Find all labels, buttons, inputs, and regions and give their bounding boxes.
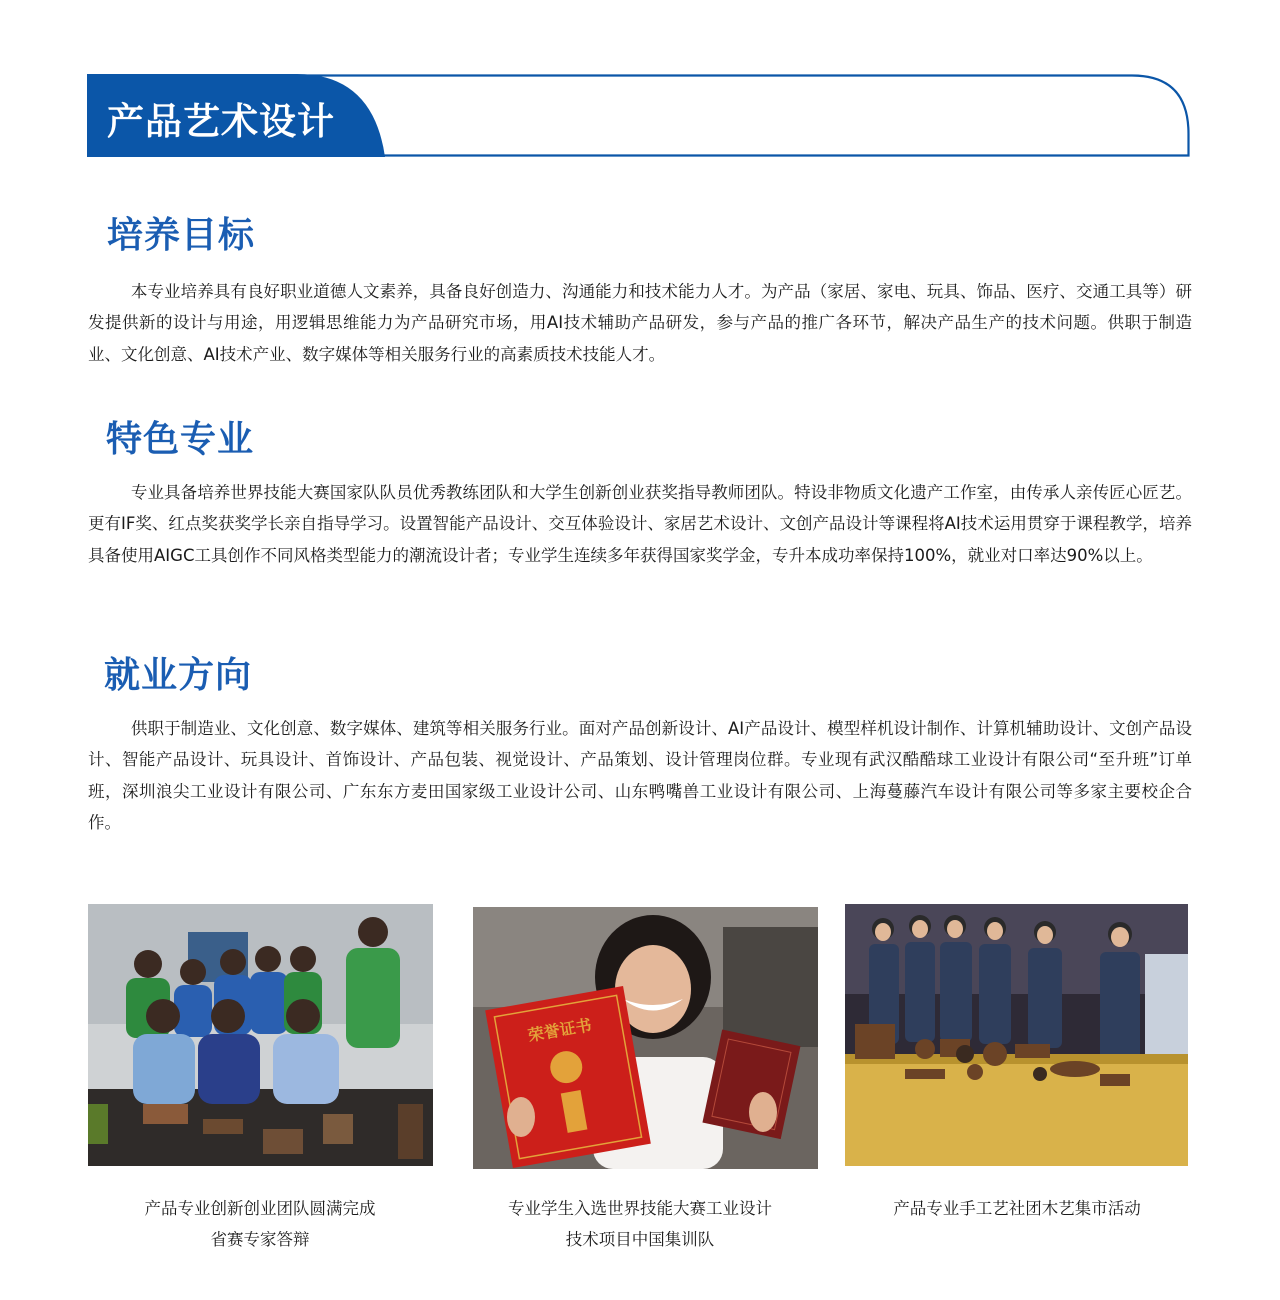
caption-line: 省赛专家答辩 [210, 1230, 310, 1249]
photo-caption [460, 1193, 820, 1255]
certificate-photo [473, 907, 818, 1169]
section-body-training-goal: 本专业培养具有良好职业道德人文素养，具备良好创造力、沟通能力和技术能力人才。为产品（家居、家电、玩具、饰品、医疗、交通工具等）研发提供新的设计与用途，用逻辑思维能力为产品研究市场，用AI技术辅助产品研发，参与产品的推广各环节，解决产品生产的技术问题。供职于制造业、文化创意、AI技术产业、数字媒体等相关服务行业的高素质技术技能人才。 [88, 282, 1192, 364]
page-title: 产品艺术设计 [107, 100, 335, 143]
caption-line: 产品专业创新创业团队圆满完成 [144, 1199, 376, 1218]
header-banner [87, 74, 1190, 157]
section-body-career-direction: 供职于制造业、文化创意、数字媒体、建筑等相关服务行业。面对产品创新设计、AI产品设计、模型样机设计制作、计算机辅助设计、文创产品设计、智能产品设计、玩具设计、首饰设计、产品包装、视觉设计、产品策划、设计管理岗位群。专业现有武汉酷酷球工业设计有限公司“至升班”订单班，深圳浪尖工业设计有限公司、广东东方麦田国家级工业设计公司、山东鸭嘴兽工业设计有限公司、上海蔓藤汽车设计有限公司等多家主要校企合作。 [88, 719, 1192, 832]
photo-caption [837, 1193, 1197, 1224]
caption-line: 专业学生入选世界技能大赛工业设计 [508, 1199, 772, 1218]
caption-line: 技术项目中国集训队 [565, 1230, 715, 1249]
section-heading-featured-major: 特色专业 [106, 419, 255, 460]
section-heading-training-goal: 培养目标 [107, 215, 256, 256]
section-body-featured-major: 专业具备培养世界技能大赛国家队队员优秀教练团队和大学生创新创业获奖指导教师团队。特设非物质文化遗产工作室，由传承人亲传匠心匠艺。更有IF奖、红点奖获奖学长亲自指导学习。设置智能产品设计、交互体验设计、家居艺术设计、文创产品设计等课程将AI技术运用贯穿于课程教学，培养具备使用AIGC工具创作不同风格类型能力的潮流设计者；专业学生连续多年获得国家奖学金，专升本成功率保持100%，就业对口率达90%以上。 [88, 483, 1192, 565]
certificate-title: 荣誉证书 [526, 1015, 593, 1046]
photo-caption [80, 1193, 440, 1255]
caption-line: 产品专业手工艺社团木艺集市活动 [893, 1199, 1141, 1218]
team-photo [88, 904, 433, 1166]
section-heading-career-direction: 就业方向 [104, 655, 253, 696]
craft-market-photo [845, 904, 1188, 1166]
